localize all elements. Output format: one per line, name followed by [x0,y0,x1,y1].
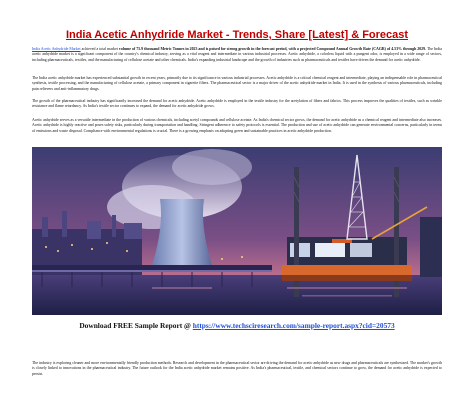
hero-image [32,147,442,315]
intro-text-a: achieved a total market [80,47,119,51]
download-label: Download FREE Sample Report @ [79,321,193,330]
industrial-plant-image [32,147,442,315]
body-paragraph-5: The industry is exploring cleaner and more environmentally friendly production methods. Research and development in the pharmaceutical sector are driving the demand for acetic anhydride as new drugs and pharmaceuticals are synthesized. The market's growth is closely linked to innovations in the pharmaceutical industry. The future outlook for the India acetic anhydride market remains positive. As India's pharmaceutical, textile, and chemical sectors continue to grow, the demand for acetic anhydride is expected to persist. [32,361,442,376]
intro-paragraph [32,47,442,63]
intro-highlight: volume of 75.9 thousand Metric Tonnes in 2023 and is poised for strong growth in the forecast period, with a projected Compound Annual Growth Rate (CAGR) of 4.53% through 2029. [118,47,427,51]
market-link[interactable]: India Acetic Anhydride Market [32,47,81,51]
sample-report-link[interactable]: https://www.techsciresearch.com/sample-report.aspx?cid=20573 [192,321,395,330]
page-title: India Acetic Anhydride Market - Trends, Share [Latest] & Forecast [65,29,409,41]
body-paragraph-2: The India acetic anhydride market has experienced substantial growth in recent years, primarily due to its significance in various industrial processes. Acetic anhydride is a critical chemical reagent and intermediate, playing an indispensable role in pharmaceutical synthesis, textile processing, and the manufacturing of cellulose acetate, a primary component in cigarette filters. The pharmaceutical sector is a major driver of the acetic anhydride market in India. It is used in the synthesis of various pharmaceuticals, including pain relievers and anti-inflammatory drugs. [32,76,442,91]
body-paragraph-3: The growth of the pharmaceutical industry has significantly increased the demand for acetic anhydride. Acetic anhydride is employed in the textile industry for the acetylation of fibers and fabrics. This process improves the qualities of textiles, such as wrinkle resistance and flame retardancy. As India's textile sector continues to expand, the demand for acetic anhydride grows. [32,99,442,109]
download-line [0,321,474,331]
intro-text-b: The India acetic anhydride market is a significant component of the country's chemical industry, serving as a vital reagent and intermediate in various industrial processes. Acetic anhydride, a colorless liquid with a pungent odor, is employed in a wide range of sectors, including pharmaceuticals, textiles, and the manufacturing of cellulose acetate and other chemicals. India's expanding industrial landscape and the growth of industries such as pharmaceuticals and textiles have driven the demand for acetic anhydride. [32,47,442,62]
body-paragraph-4: Acetic anhydride serves as a versatile intermediate in the production of various chemicals, including acetyl compounds and cellulose acetate. As India's chemical sector grows, the demand for acetic anhydride as a chemical reagent and intermediate also increases. Acetic anhydride is highly reactive and poses safety risks, particularly during transportation and handling. Stringent adherence to safety protocols is essential. The production and use of acetic anhydride can generate environmental concerns, particularly in terms of emissions and waste disposal. Compliance with environmental regulations is crucial. There is a growing emphasis on adopting green and sustainable practices in acetic anhydride production. [32,118,442,133]
